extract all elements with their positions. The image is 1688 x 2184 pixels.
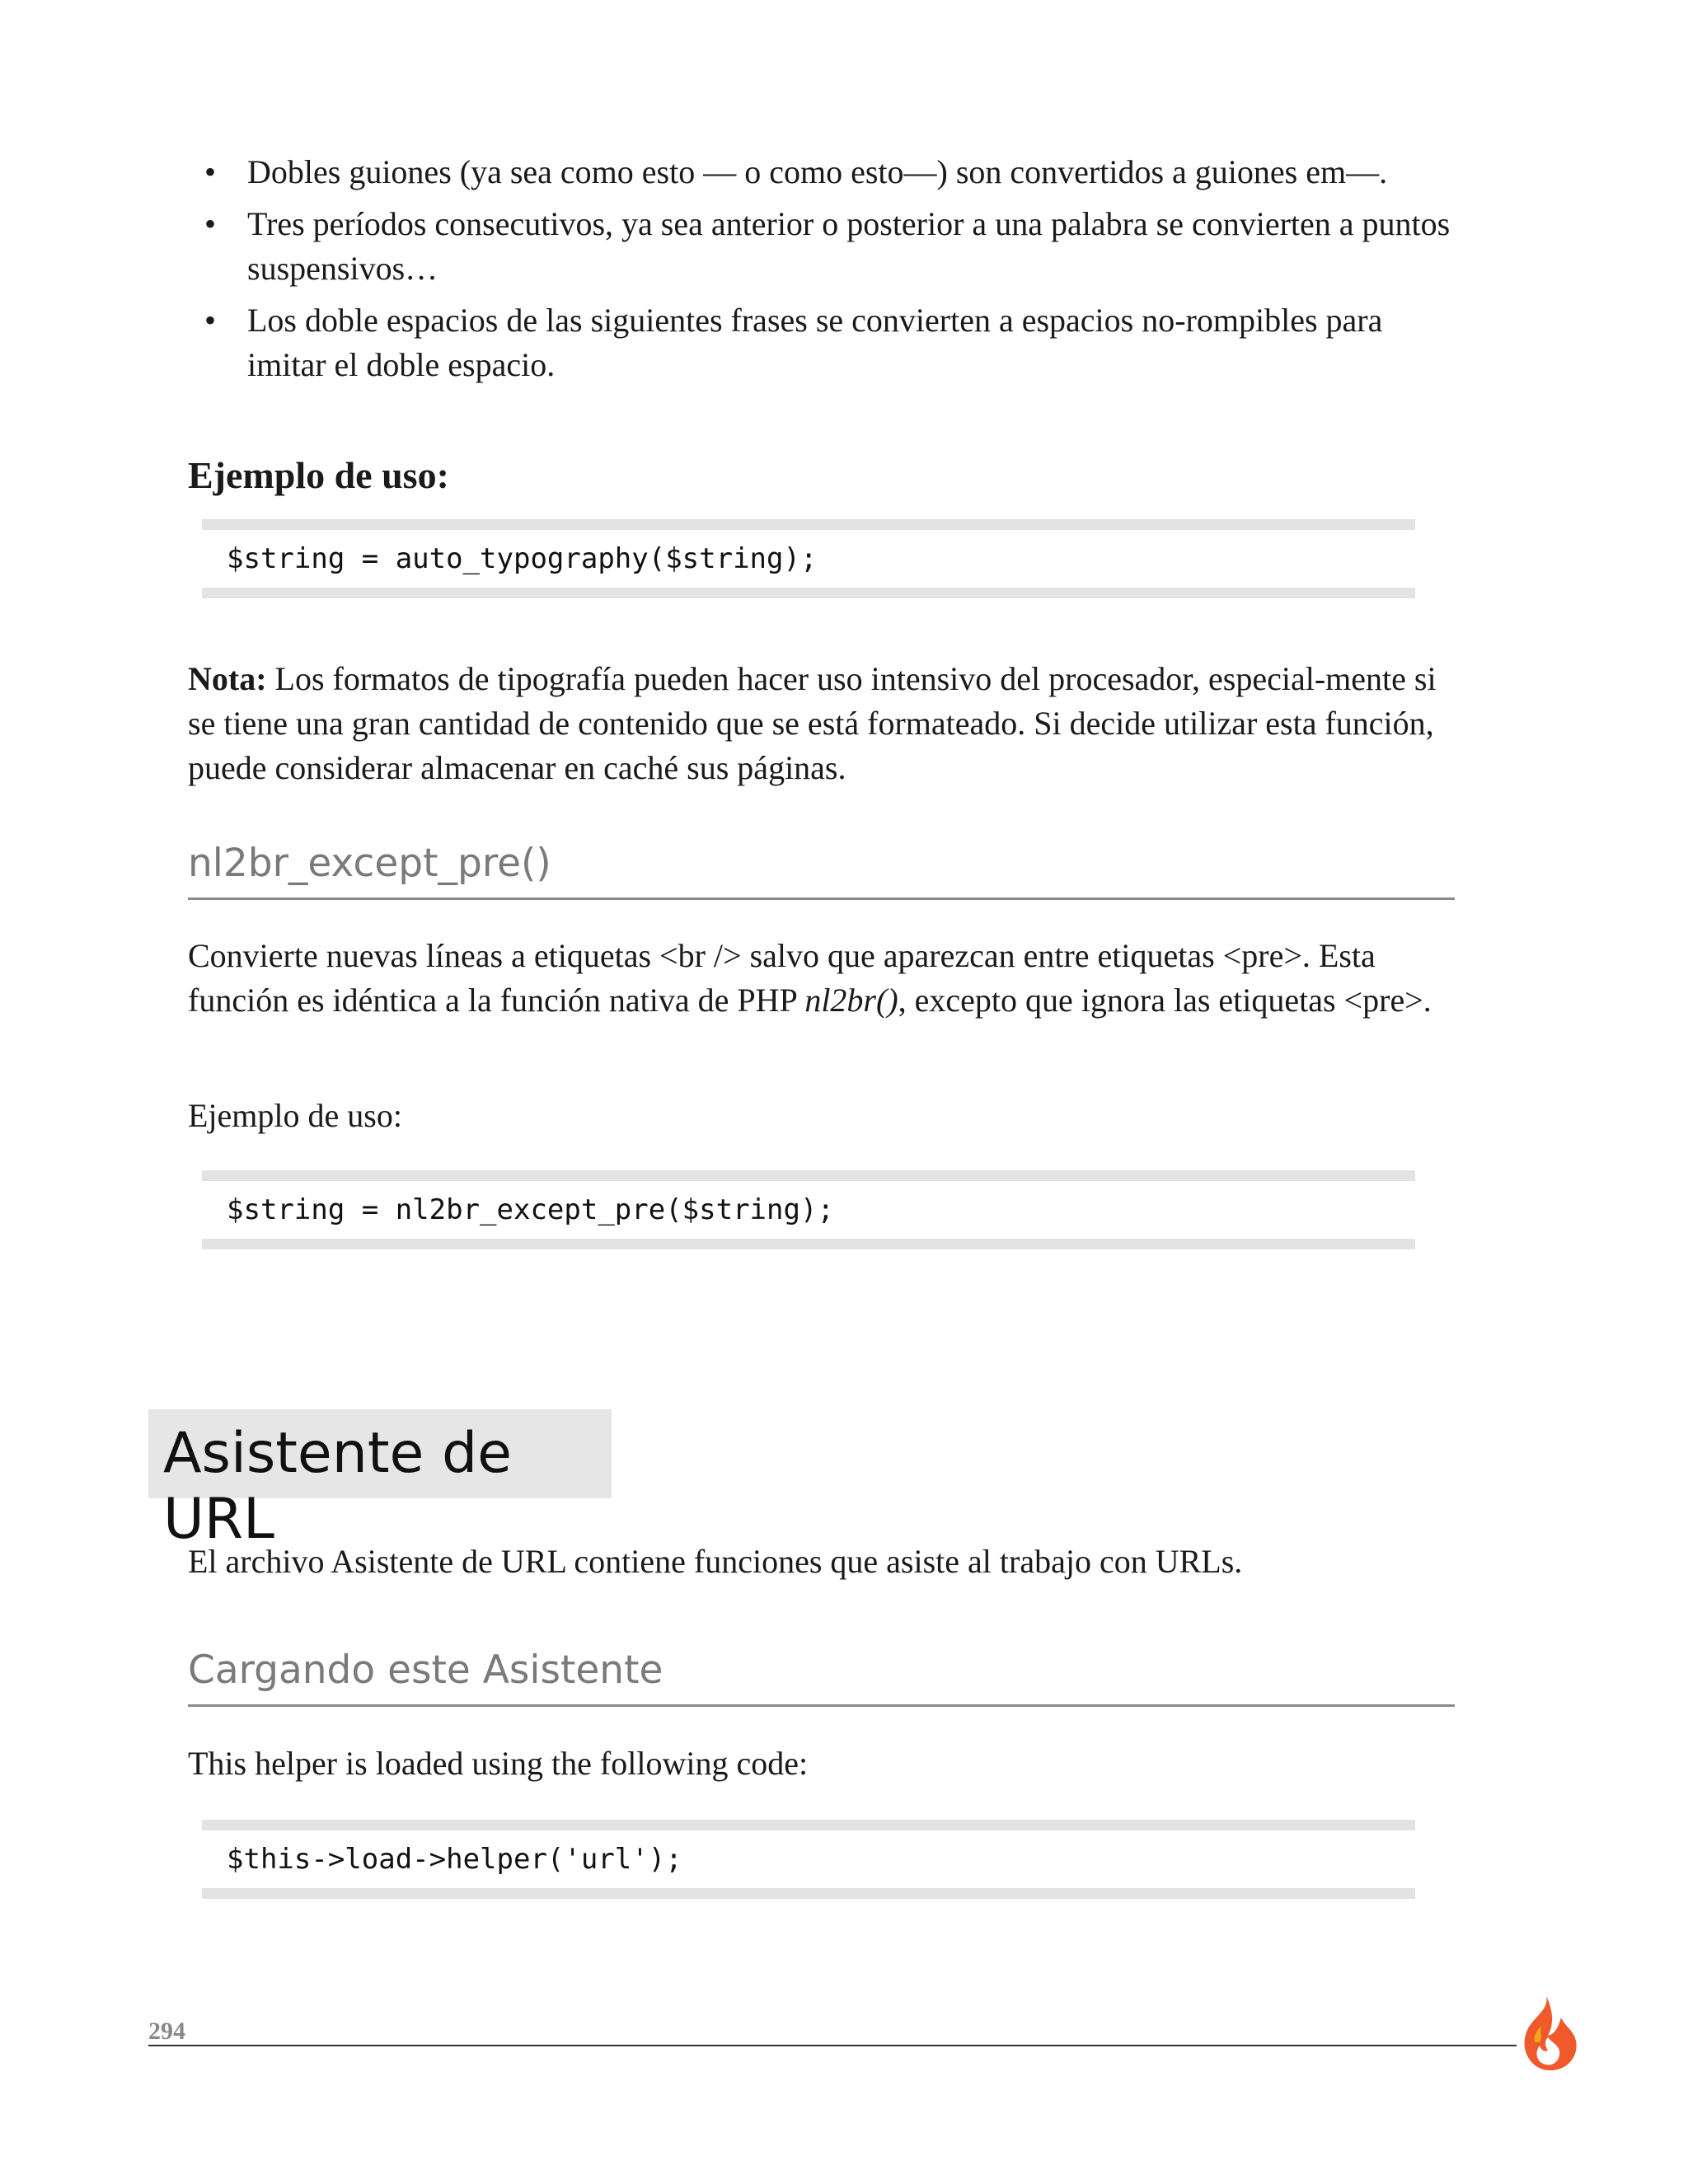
- chapter-title: Asistente de URL: [163, 1421, 512, 1552]
- nl2br-desc-part1: Convierte nuevas líneas a etiquetas <br /> salvo que aparezcan entre etiquetas <pre>. Esta función es idéntica a la función nativa de PHP: [188, 937, 1376, 1019]
- code-block-load-helper: [202, 1820, 1415, 1899]
- note-paragraph: [188, 657, 1457, 790]
- flame-logo-icon: [1507, 1993, 1582, 2075]
- loading-description: This helper is loaded using the following code:: [188, 1745, 809, 1782]
- note-text: Los formatos de tipografía pueden hacer uso intensivo del procesador, especial-mente si se tiene una gran cantidad de contenido que se está formateado. Si decide utilizar esta función, puede considerar almacenar en caché sus páginas.: [188, 660, 1437, 786]
- page-number: 294: [148, 2018, 185, 2045]
- example-heading: Ejemplo de uso:: [188, 454, 449, 496]
- list-item: [198, 202, 1467, 291]
- bullet-icon: •: [204, 205, 217, 242]
- nl2br-example-label: Ejemplo de uso:: [188, 1097, 402, 1134]
- section-divider: [188, 1704, 1455, 1707]
- list-item: [198, 150, 1467, 194]
- bullet-icon: •: [204, 302, 217, 339]
- note-label: Nota:: [188, 660, 267, 697]
- chapter-intro: El archivo Asistente de URL contiene funciones que asiste al trabajo con URLs.: [188, 1543, 1243, 1580]
- code-block-nl2br: [202, 1170, 1415, 1249]
- nl2br-desc-part2: , excepto que ignora las etiquetas <pre>.: [898, 982, 1432, 1019]
- code-block-border-top: [202, 519, 1415, 530]
- code-block-border-bottom: [202, 588, 1415, 598]
- code-block-auto-typography: [202, 519, 1415, 598]
- code-block-border-bottom: [202, 1888, 1415, 1899]
- nl2br-description: [188, 934, 1457, 1023]
- footer-divider: [148, 2045, 1517, 2046]
- list-item: [198, 298, 1467, 387]
- chapter-heading-box: [148, 1409, 612, 1552]
- section-title-loading: Cargando este Asistente: [188, 1647, 663, 1693]
- typography-rules-list: [198, 150, 1467, 395]
- section-divider: [188, 898, 1455, 900]
- bullet-icon: •: [204, 153, 217, 190]
- list-item-text: Los doble espacios de las siguientes frases se convierten a espacios no-rompibles para imitar el doble espacio.: [247, 302, 1383, 383]
- list-item-text: Tres períodos consecutivos, ya sea anterior o posterior a una palabra se convierten a puntos suspensivos…: [247, 205, 1451, 287]
- code-line: $this->load->helper('url');: [227, 1843, 682, 1876]
- code-block-border-bottom: [202, 1239, 1415, 1249]
- list-item-text: Dobles guiones (ya sea como esto — o como esto—) son convertidos a guiones em—.: [247, 153, 1388, 190]
- code-block-border-top: [202, 1170, 1415, 1181]
- code-line: $string = nl2br_except_pre($string);: [227, 1193, 834, 1226]
- section-title-nl2br: nl2br_except_pre(): [188, 841, 551, 886]
- code-block-border-top: [202, 1820, 1415, 1830]
- code-line: $string = auto_typography($string);: [227, 542, 818, 575]
- nl2br-function-name: nl2br(): [804, 982, 898, 1019]
